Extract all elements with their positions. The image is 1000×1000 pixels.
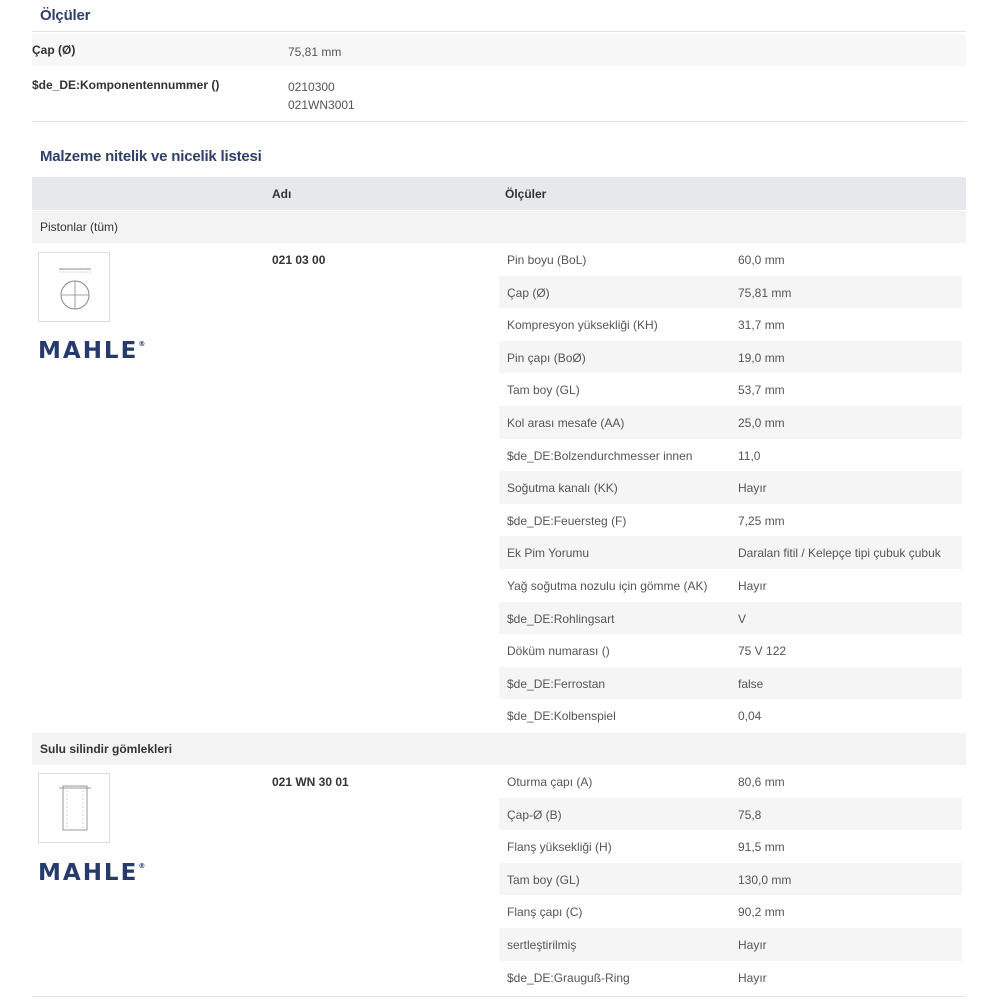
part-number-link[interactable]: 021 WN 30 01 <box>272 775 349 789</box>
attribute-name: Soğutma kanalı (KK) <box>507 481 618 496</box>
attribute-row <box>499 308 962 341</box>
bom-section-title: Malzeme nitelik ve nicelik listesi <box>40 148 262 165</box>
attribute-name: $de_DE:Kolbenspiel <box>507 709 616 724</box>
attribute-value: Hayır <box>738 578 767 593</box>
attribute-name: Pin çapı (BoØ) <box>507 350 586 365</box>
attribute-row <box>499 602 962 635</box>
attribute-value: 11,0 <box>738 448 761 463</box>
attribute-value: 90,2 mm <box>738 905 785 920</box>
attribute-name: Kol arası mesafe (AA) <box>507 415 625 430</box>
attribute-name: $de_DE:Rohlingsart <box>507 611 615 626</box>
attribute-name: Çap-Ø (B) <box>507 807 562 822</box>
attribute-value: 75,8 <box>738 807 762 822</box>
attribute-value: 75,81 mm <box>738 285 792 300</box>
attribute-name: Çap (Ø) <box>507 285 550 300</box>
dimension-label: $de_DE:Komponentennummer () <box>32 78 220 92</box>
divider <box>32 996 966 997</box>
attribute-value: Daralan fitil / Kelepçe tipi çubuk çubuk <box>738 546 941 561</box>
attribute-value: 75 V 122 <box>738 644 787 659</box>
attribute-value: Hayır <box>738 937 767 952</box>
piston-attributes <box>499 243 962 732</box>
dimension-label: Çap (Ø) <box>32 43 76 57</box>
attribute-value: 80,6 mm <box>738 775 785 789</box>
attribute-value: false <box>738 676 764 691</box>
part-number-link[interactable]: 021 03 00 <box>272 253 326 267</box>
attribute-row <box>499 243 962 276</box>
attribute-row <box>499 471 962 504</box>
piston-thumbnail[interactable] <box>38 252 110 322</box>
attribute-row <box>499 863 962 896</box>
attribute-row <box>499 504 962 537</box>
attribute-row <box>499 765 962 798</box>
dimensions-section-title: Ölçüler <box>40 7 91 24</box>
attribute-value: V <box>738 611 747 626</box>
liner-thumbnail[interactable] <box>38 773 110 843</box>
attribute-row <box>499 569 962 602</box>
dimension-value: 75,81 mm <box>288 45 342 59</box>
cylinder-liner-icon <box>39 774 109 842</box>
attribute-row <box>499 406 962 439</box>
component-number: 0210300 <box>288 80 335 94</box>
attribute-row <box>499 798 962 831</box>
attribute-row <box>499 536 962 569</box>
attribute-value: 91,5 mm <box>738 840 785 855</box>
group-label: Sulu silindir gömlekleri <box>40 742 173 756</box>
attribute-value: 7,25 mm <box>738 513 785 528</box>
column-header-measurements: Ölçüler <box>505 187 547 201</box>
mahle-logo: MAHLE® <box>38 860 146 886</box>
piston-icon <box>39 253 109 321</box>
attribute-name: $de_DE:Feuersteg (F) <box>507 513 627 528</box>
attribute-value: 31,7 mm <box>738 318 785 333</box>
attribute-value: 53,7 mm <box>738 383 785 398</box>
component-number: 021WN3001 <box>288 98 355 112</box>
attribute-name: Ek Pim Yorumu <box>507 546 590 561</box>
attribute-row <box>499 928 962 961</box>
attribute-value: 60,0 mm <box>738 253 785 267</box>
column-header-name: Adı <box>272 187 292 201</box>
mahle-logo: MAHLE® <box>38 338 146 364</box>
attribute-name: sertleştirilmiş <box>507 937 577 952</box>
liner-attributes <box>499 765 962 993</box>
attribute-row <box>499 830 962 863</box>
divider <box>32 31 966 32</box>
attribute-name: Kompresyon yüksekliği (KH) <box>507 318 658 333</box>
attribute-row <box>499 341 962 374</box>
attribute-name: Tam boy (GL) <box>507 383 580 398</box>
attribute-name: Döküm numarası () <box>507 644 610 659</box>
attribute-name: $de_DE:Grauguß-Ring <box>507 970 630 985</box>
attribute-name: Pin boyu (BoL) <box>507 253 587 267</box>
group-header-pistons <box>32 211 966 243</box>
attribute-row <box>499 961 962 994</box>
attribute-value: Hayır <box>738 970 767 985</box>
attribute-name: Flanş yüksekliği (H) <box>507 840 612 855</box>
attribute-name: $de_DE:Ferrostan <box>507 676 606 691</box>
dimension-row-diameter <box>32 34 966 66</box>
attribute-name: Oturma çapı (A) <box>507 775 593 789</box>
divider <box>32 121 966 122</box>
dimension-value <box>288 78 355 114</box>
attribute-row <box>499 895 962 928</box>
group-header-cylinder-liners <box>32 733 966 765</box>
attribute-name: Yağ soğutma nozulu için gömme (AK) <box>507 578 708 593</box>
attribute-row <box>499 439 962 472</box>
attribute-value: 0,04 <box>738 709 762 724</box>
attribute-value: 25,0 mm <box>738 415 785 430</box>
attribute-name: Flanş çapı (C) <box>507 905 583 920</box>
attribute-row <box>499 667 962 700</box>
attribute-row <box>499 634 962 667</box>
attribute-name: Tam boy (GL) <box>507 872 580 887</box>
attribute-row <box>499 699 962 732</box>
attribute-row <box>499 373 962 406</box>
dimension-row-component-number <box>32 66 966 122</box>
attribute-name: $de_DE:Bolzendurchmesser innen <box>507 448 693 463</box>
attribute-value: 19,0 mm <box>738 350 785 365</box>
attribute-value: 130,0 mm <box>738 872 792 887</box>
group-label: Pistonlar (tüm) <box>40 220 119 234</box>
attribute-value: Hayır <box>738 481 767 496</box>
bom-table-header <box>32 177 966 210</box>
attribute-row <box>499 276 962 309</box>
